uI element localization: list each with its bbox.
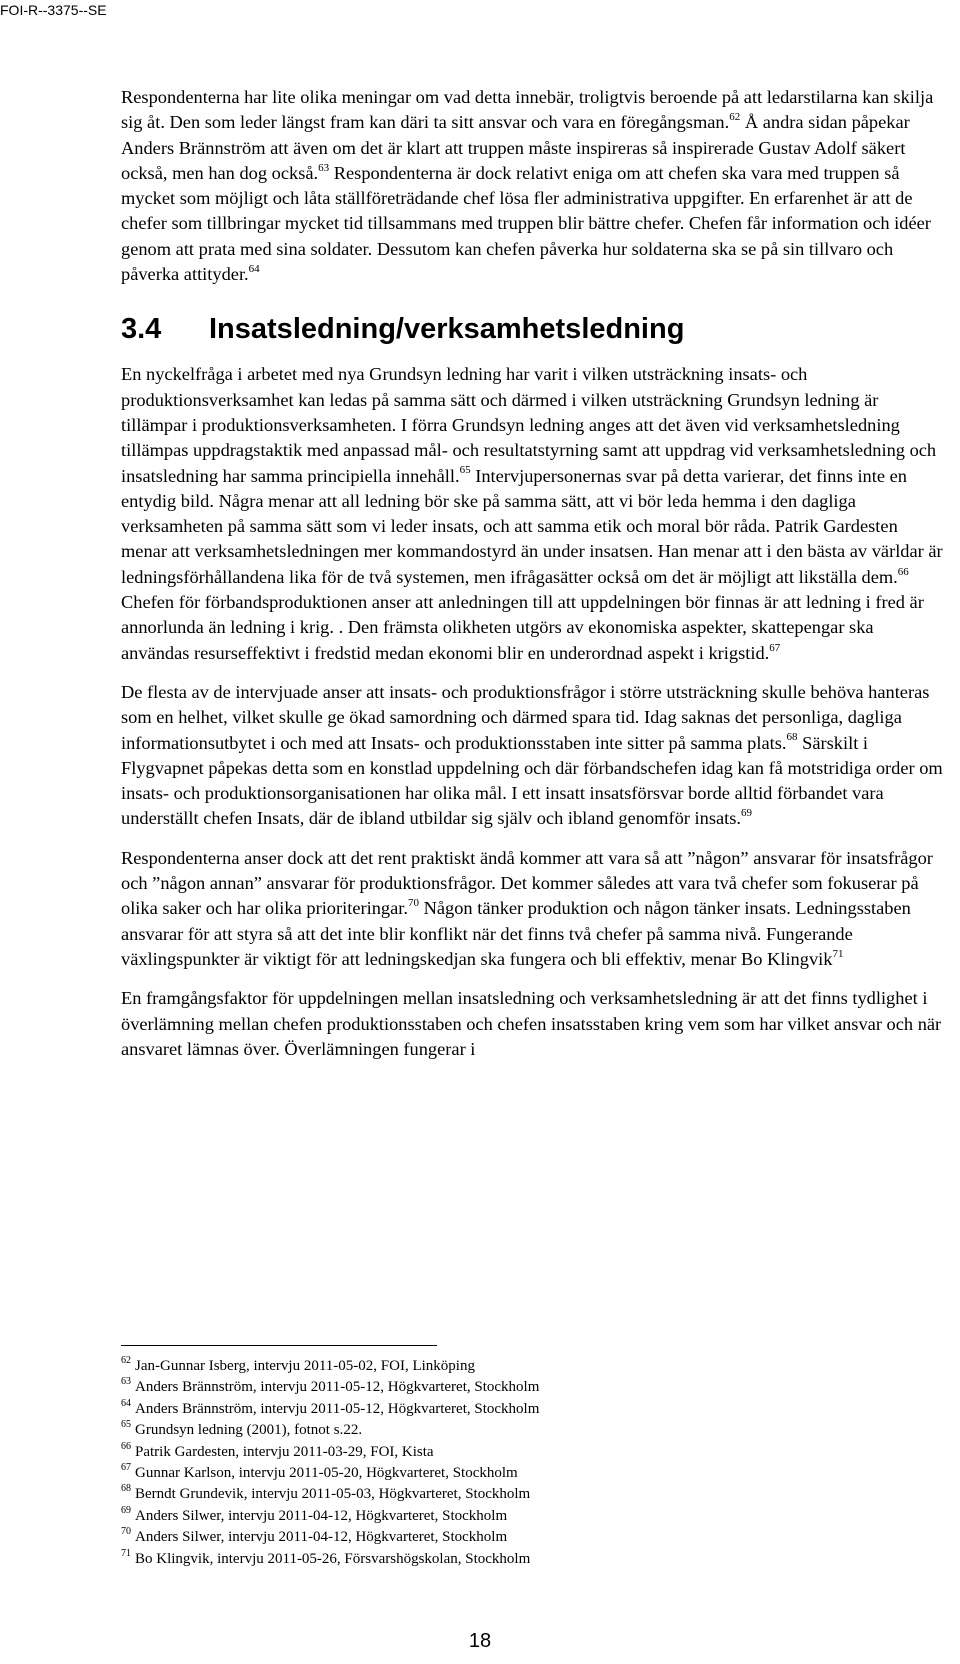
section-title: Insatsledning/verksamhetsledning: [209, 313, 685, 346]
section-heading: [121, 312, 943, 346]
footnote-number: 66: [121, 1440, 131, 1452]
footnote-text: Anders Silwer, intervju 2011-04-12, Högkvarteret, Stockholm: [135, 1529, 508, 1546]
text-span: Chefen för förbandsproduktionen anser att anledningen till att uppdelningen bör finnas är att ledning i fred är annorlunda än ledning i krig. . Den främsta olikheten utgörs av ekonomiska aspekter, skattepengar ska användas resurseffektivt i fredstid medan ekonomi blir en underordnad aspekt i krigstid.: [121, 592, 924, 663]
footnote-number: 63: [121, 1376, 131, 1388]
footnote-text: Anders Brännström, intervju 2011-05-12, Högkvarteret, Stockholm: [135, 1379, 540, 1396]
document-id-header: FOI-R--3375--SE: [0, 2, 107, 18]
footnote-text: Grundsyn ledning (2001), fotnot s.22.: [135, 1422, 363, 1439]
footnote-ref-70[interactable]: 70: [408, 897, 419, 910]
footnote-item: [121, 1420, 921, 1441]
footnote-text: Bo Klingvik, intervju 2011-05-26, Försvarshögskolan, Stockholm: [135, 1550, 531, 1567]
footnote-item: [121, 1442, 921, 1463]
footnote-number: 68: [121, 1483, 131, 1495]
text-span: En nyckelfråga i arbetet med nya Grundsyn ledning har varit i vilken utsträckning insats- och produktionsverksamhet kan ledas på samma sätt och därmed i vilken utsträckning Grundsyn ledning är tillämpar i produktionsverksamheten. I förra Grundsyn ledning anges att det även vid verksamhetsledning tillämpas uppdragstaktik med anpassad mål- och resultatstyrning samt att uppdrag vid verksamhetsledning och insatsledning har samma principiella innehåll.: [121, 364, 937, 486]
footnote-item: [121, 1527, 921, 1548]
intro-paragraph: [121, 85, 943, 287]
footnote-item: [121, 1484, 921, 1505]
footnote-text: Gunnar Karlson, intervju 2011-05-20, Högkvarteret, Stockholm: [135, 1465, 518, 1482]
text-span: Respondenterna har lite olika meningar om vad detta innebär, troligtvis beroende på att ledarstilarna kan skilja sig åt. Den som leder längst fram kan däri ta sitt ansvar och vara en föregångsman.: [121, 87, 934, 133]
footnote-number: 71: [121, 1547, 131, 1559]
footnote-item: [121, 1377, 921, 1398]
body-paragraph-2: [121, 680, 943, 832]
page-number: 18: [468, 1630, 492, 1652]
footnote-number: 65: [121, 1419, 131, 1431]
text-span: Någon tänker produktion och någon tänker insats. Ledningsstaben ansvarar för att styra så att det inte blir konflikt när det finns två chefer på samma nivå. Fungerande växlingspunkter är viktigt för att ledningskedjan ska fungera och bli effektiv, menar Bo Klingvik: [121, 898, 911, 969]
text-span: En framgångsfaktor för uppdelningen mellan insatsledning och verksamhetsledning är att det finns tydlighet i överlämning mellan chefen produktionsstaben och chefen insatsstaben kring vem som har vilket ansvar och när ansvaret lämnas över. Överlämningen fungerar i: [121, 988, 942, 1059]
text-span: Intervjupersonernas svar på detta varierar, det finns inte en entydig bild. Några menar att all ledning bör ske på samma sätt, att vi bör leda hemma i den dagliga verksamheten på samma sätt som vi leder insats, och att samma etik och moral bör råda. Patrik Gardesten menar att verksamhetsledningen mer kommandostyrd än under insatsen. Han menar att i den bästa av världar är ledningsförhållandena lika för de två systemen, men ifrågasätter också om det är möjligt att likställa dem.: [121, 465, 943, 587]
footnote-number: 67: [121, 1462, 131, 1474]
footnote-ref-65[interactable]: 65: [459, 464, 471, 477]
footnote-text: Anders Silwer, intervju 2011-04-12, Högkvarteret, Stockholm: [135, 1507, 508, 1524]
footnote-ref-69[interactable]: 69: [741, 807, 753, 820]
footnote-ref-66[interactable]: 66: [897, 565, 909, 578]
text-span: Respondenterna är dock relativt eniga om att chefen ska vara med truppen så mycket som möjligt och låta ställföreträdande chef lösa fler administrativa uppgifter. En erfarenhet är att de chefer som tillbringar mycket tid tillsammans med truppen blir bättre chefer. Chefen får information och idéer genom att prata med sina soldater. Dessutom kan chefen påverka hur soldaterna ska se på sin tillvaro och påverka attityder.: [121, 162, 931, 285]
body-paragraph-1: [121, 362, 943, 666]
section-number: 3.4: [121, 313, 162, 346]
footnote-item: [121, 1506, 921, 1527]
footnote-ref-71[interactable]: 71: [832, 947, 844, 960]
footnote-number: 70: [121, 1526, 131, 1538]
footnote-item: [121, 1356, 921, 1377]
footnote-ref-67[interactable]: 67: [769, 641, 781, 654]
text-span: De flesta av de intervjuade anser att insats- och produktionsfrågor i större utsträckning skulle behöva hanteras som en helhet, vilket skulle ge ökad samordning och därmed spara tid. Idag saknas det personliga, dagliga informationsutbytet i och med att Insats- och produktionsstaben inte sitter på samma plats.: [121, 681, 930, 753]
footnote-text: Jan-Gunnar Isberg, intervju 2011-05-02, FOI, Linköping: [135, 1358, 475, 1374]
footnote-number: 69: [121, 1504, 131, 1516]
page-body: [121, 85, 943, 1062]
body-paragraph-3: [121, 846, 943, 972]
footnote-number: 62: [121, 1355, 131, 1366]
text-span: Särskilt i Flygvapnet påpekas detta som en konstlad uppdelning och där förbandschefen idag kan få motstridiga order om insats- och produktionsorganisationen har olika mål. I ett insatt insatsförsvar borde alltid förbandet vara underställt chefen Insats, där de ibland utbildar sig själv och ibland genomför insats.: [121, 732, 943, 829]
footnote-ref-68[interactable]: 68: [786, 731, 798, 744]
footnote-ref-64[interactable]: 64: [248, 262, 260, 275]
footnote-ref-63[interactable]: 63: [318, 161, 330, 174]
body-paragraph-4: [121, 986, 943, 1062]
footnote-item: [121, 1463, 921, 1484]
text-span: Å andra sidan påpekar Anders Brännström att även om det är klart att truppen måste inspireras så inspirerade Gustav Adolf säkert också, men han dog också.: [121, 112, 910, 183]
footnote-item: [121, 1399, 921, 1420]
footnote-ref-62[interactable]: 62: [729, 111, 741, 124]
text-span: Respondenterna anser dock att det rent praktiskt ändå kommer att vara så att ”någon” ansvarar för insatsfrågor och ”någon annan” ansvarar för produktionsfrågor. Det kommer således att vara två chefer som fokuserar på olika saker och har olika prioriteringar.: [121, 847, 933, 919]
footnote-number: 64: [121, 1397, 131, 1409]
footnote-text: Berndt Grundevik, intervju 2011-05-03, Högkvarteret, Stockholm: [135, 1486, 531, 1503]
footnote-text: Anders Brännström, intervju 2011-05-12, Högkvarteret, Stockholm: [135, 1400, 540, 1417]
footnote-separator: [121, 1345, 437, 1346]
footnotes-section: [121, 1345, 921, 1570]
footnote-text: Patrik Gardesten, intervju 2011-03-29, FOI, Kista: [135, 1443, 434, 1460]
footnote-item: [121, 1549, 921, 1570]
